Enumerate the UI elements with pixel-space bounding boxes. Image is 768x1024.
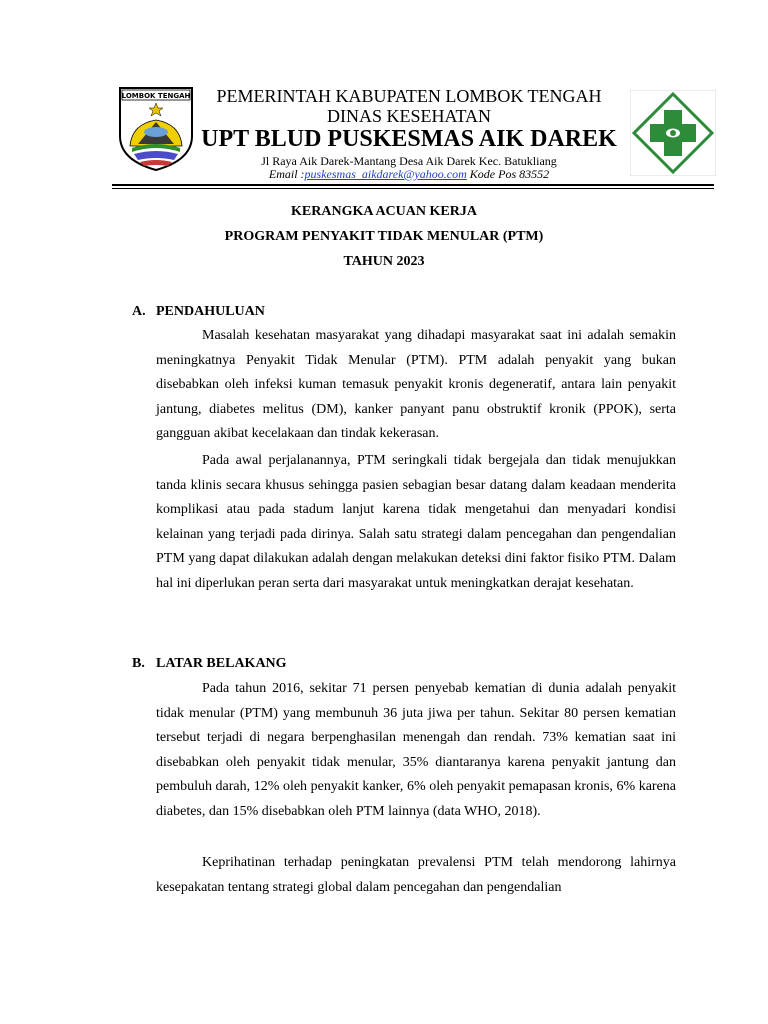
letterhead-line-government: PEMERINTAH KABUPATEN LOMBOK TENGAH xyxy=(216,86,602,106)
section-heading-pendahuluan xyxy=(132,303,265,321)
section-heading-latar-belakang xyxy=(132,655,287,673)
paragraph: Masalah kesehatan masyarakat yang dihadapi masyarakat saat ini adalah semakin meningkatnya Penyakit Tidak Menular (PTM). PTM adalah penyakit yang bukan disebabkan oleh infeksi kuman temasuk penyakit kronis degeneratif, antara lain penyakit jantung, diabetes melitus (DM), kanker panyant panu obstruktif kronik (PPOK), serta gangguan akibat kecelakaan dan tindak kekerasan. xyxy=(156,328,676,442)
paragraph: Pada tahun 2016, sekitar 71 persen penyebab kematian di dunia adalah penyakit tidak menular (PTM) yang membunuh 36 juta jiwa per tahun. Sekitar 80 persen kematian tersebut terjadi di negara berpenghasilan menengah dan rendah. 73% kematian saat ini disebabkan oleh penyakit tidak menular, 35% diantaranya karena penyakit jantung dan pembuluh darah, 12% oleh penyakit kanker, 6% oleh penyakit pemapasan kronis, 6% karena diabetes, dan 15% disebabkan oleh PTM lainnya (data WHO, 2018). xyxy=(156,681,676,819)
letterhead-divider-thick xyxy=(112,184,714,186)
paragraph: Keprihatinan terhadap peningkatan prevalensi PTM telah mendorong lahirnya kesepakatan tentang strategi global dalam pencegahan dan pengendalian xyxy=(156,855,676,895)
email-prefix: Email : xyxy=(268,167,305,181)
letterhead-line-department: DINAS KESEHATAN xyxy=(326,106,492,126)
document-title: KERANGKA ACUAN KERJA xyxy=(291,204,477,219)
paragraph: Pada awal perjalanannya, PTM seringkali tidak bergejala dan tidak menujukkan tanda klinis secara khusus sehingga pasien sebagian besar datang dalam keadaan menderita komplikasi atau pada stadum lanjut karena tidak mengetahui dan menyadari kondisi kelainan yang terjadi pada dirinya. Salah satu strategi dalam pencegahan dan pengendalian PTM yang dapat dilakukan adalah dengan melakukan deteksi dini faktor fisiko PTM. Dalam hal ini diperlukan peran serta dari masyarakat untuk meningkatkan derajat kesehatan. xyxy=(156,453,676,591)
document-subtitle-year: TAHUN 2023 xyxy=(343,254,425,269)
section-letter: A. xyxy=(132,304,146,319)
puskesmas-cross-logo xyxy=(630,90,716,176)
section-title: PENDAHULUAN xyxy=(156,304,265,319)
section-letter: B. xyxy=(132,656,145,671)
email-link[interactable]: puskesmas_aikdarek@yahoo.com xyxy=(304,167,467,181)
postal-code: Kode Pos 83552 xyxy=(466,167,550,181)
section-title: LATAR BELAKANG xyxy=(156,656,287,671)
letterhead-institution-title: UPT BLUD PUSKESMAS AIK DAREK xyxy=(201,126,617,152)
letterhead-address: Jl Raya Aik Darek-Mantang Desa Aik Darek Kec. Batukliang xyxy=(261,154,557,168)
letterhead-divider-thin xyxy=(112,188,714,189)
crest-text: LOMBOK TENGAH xyxy=(121,92,191,100)
document-subtitle-program: PROGRAM PENYAKIT TIDAK MENULAR (PTM) xyxy=(224,229,544,244)
